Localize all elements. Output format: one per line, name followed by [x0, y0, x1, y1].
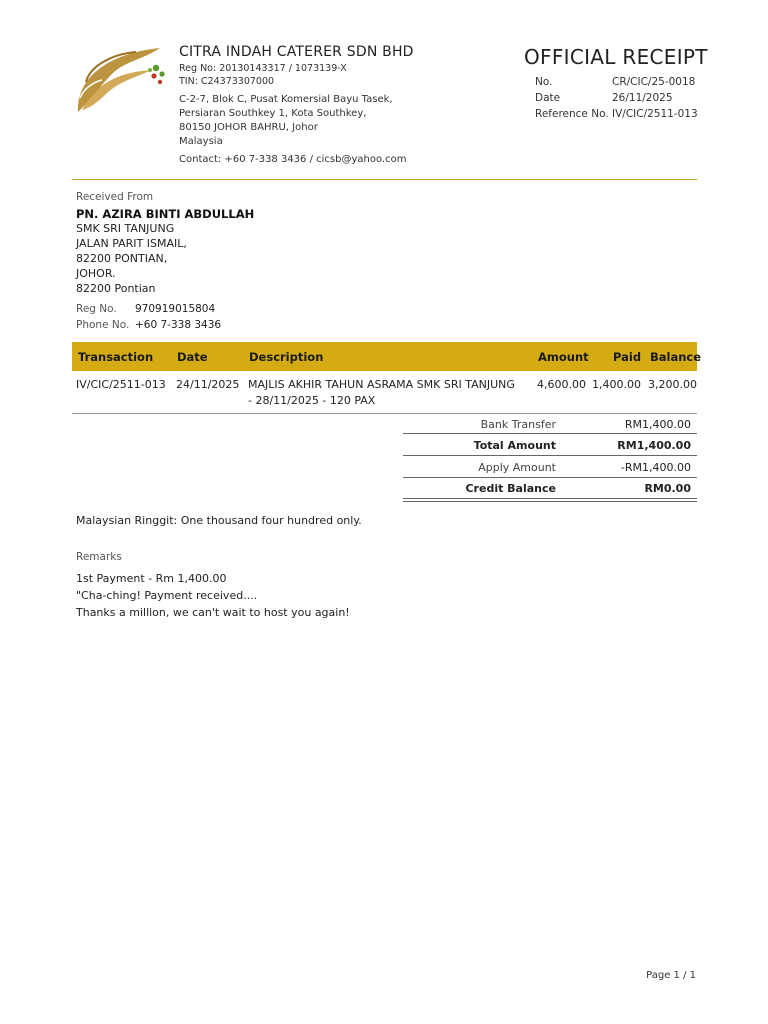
total-amount-value: RM1,400.00: [617, 439, 691, 452]
cell-description-cont: - 28/11/2025 - 120 PAX: [248, 394, 376, 407]
remarks-line: 1st Payment - Rm 1,400.00: [76, 572, 227, 585]
bank-transfer-value: RM1,400.00: [624, 418, 691, 431]
table-header-bar: [72, 342, 697, 371]
total-amount-label: Total Amount: [473, 439, 556, 452]
cell-balance: 3,200.00: [648, 378, 697, 391]
amount-in-words: Malaysian Ringgit: One thousand four hundred only.: [76, 514, 362, 527]
credit-balance-label: Credit Balance: [465, 482, 556, 495]
remarks-line: Thanks a million, we can't wait to host you again!: [76, 606, 350, 619]
apply-amount-label: Apply Amount: [478, 461, 556, 474]
header-divider: [72, 179, 697, 180]
th-amount: Amount: [538, 350, 589, 364]
customer-phone: +60 7-338 3436: [135, 319, 222, 331]
customer-address-line: SMK SRI TANJUNG: [76, 222, 175, 235]
cell-amount: 4,600.00: [537, 378, 586, 391]
table-row-divider: [72, 413, 697, 414]
cell-paid: 1,400.00: [592, 378, 641, 391]
company-address-line: C-2-7, Blok C, Pusat Komersial Bayu Tasek,: [179, 94, 393, 105]
company-logo: [72, 42, 168, 118]
th-balance: Balance: [650, 350, 702, 364]
cell-date: 24/11/2025: [176, 378, 240, 391]
company-name: CITRA INDAH CATERER SDN BHD: [179, 44, 414, 60]
company-address-line: Malaysia: [179, 136, 223, 147]
th-paid: Paid: [613, 350, 642, 364]
summary-double-line: [403, 501, 697, 502]
bank-transfer-label: Bank Transfer: [480, 418, 556, 431]
company-address-line: 80150 JOHOR BAHRU, Johor: [179, 122, 318, 133]
company-reg-no: Reg No: 20130143317 / 1073139-X: [179, 63, 347, 74]
company-address-line: Persiaran Southkey 1, Kota Southkey,: [179, 108, 367, 119]
customer-address-line: 82200 Pontian: [76, 282, 156, 295]
remarks-line: "Cha-ching! Payment received....: [76, 589, 258, 602]
summary-divider: [403, 455, 697, 456]
company-tin: TIN: C24373307000: [179, 76, 275, 87]
customer-address-line: JALAN PARIT ISMAIL,: [76, 237, 187, 250]
remarks-label: Remarks: [76, 551, 122, 563]
customer-reg-no: 970919015804: [135, 303, 216, 315]
customer-reg-label: Reg No.: [76, 303, 117, 315]
summary-divider: [403, 433, 697, 434]
reference-no-label: Reference No.: [535, 108, 609, 120]
customer-phone-label: Phone No.: [76, 319, 130, 331]
credit-balance-value: RM0.00: [644, 482, 691, 495]
company-contact: Contact: +60 7-338 3436 / cicsb@yahoo.com: [179, 154, 407, 165]
receipt-title: OFFICIAL RECEIPT: [524, 45, 708, 69]
customer-address-line: JOHOR.: [76, 267, 116, 280]
receipt-no-label: No.: [535, 76, 553, 88]
receipt-no: CR/CIC/25-0018: [612, 76, 696, 88]
cell-transaction: IV/CIC/2511-013: [76, 378, 166, 391]
th-transaction: Transaction: [78, 350, 154, 364]
receipt-date: 26/11/2025: [612, 92, 673, 104]
page-number: Page 1 / 1: [646, 970, 696, 981]
receipt-date-label: Date: [535, 92, 561, 104]
cell-description: MAJLIS AKHIR TAHUN ASRAMA SMK SRI TANJUNG: [248, 378, 515, 391]
customer-name: PN. AZIRA BINTI ABDULLAH: [76, 207, 255, 221]
summary-divider: [403, 477, 697, 478]
received-from-label: Received From: [76, 191, 154, 203]
summary-double-line: [403, 498, 697, 499]
th-description: Description: [249, 350, 324, 364]
customer-address-line: 82200 PONTIAN,: [76, 252, 168, 265]
th-date: Date: [177, 350, 208, 364]
apply-amount-value: -RM1,400.00: [620, 461, 691, 474]
reference-no: IV/CIC/2511-013: [612, 108, 698, 120]
